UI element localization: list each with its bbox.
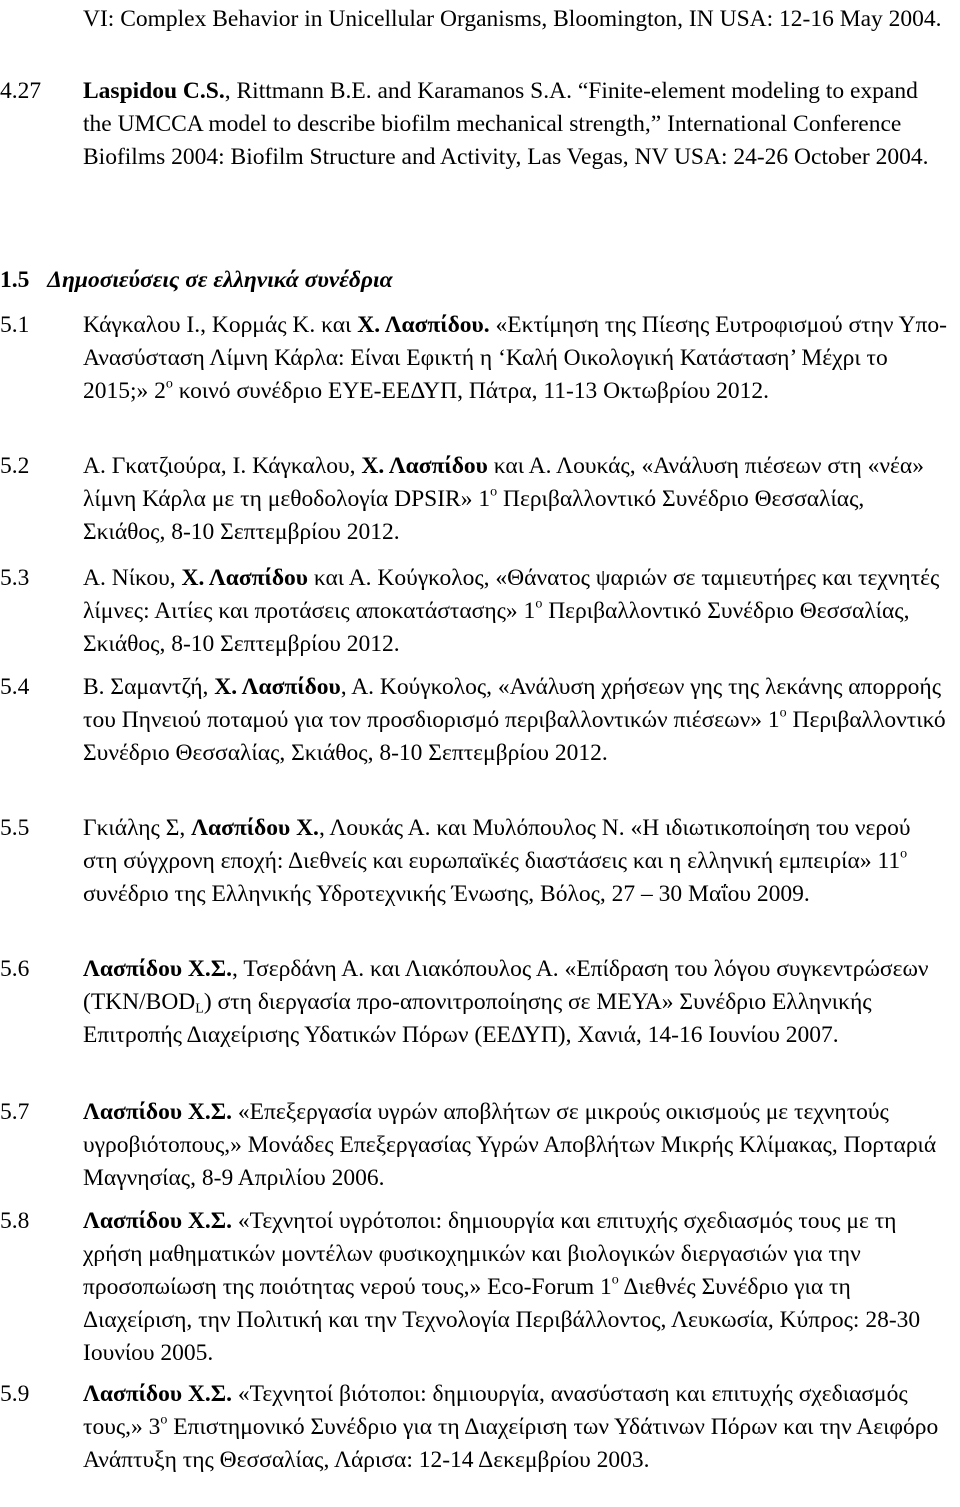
entry-5-5 [0,812,950,911]
entry-text-cont: Επιστημονικό Συνέδριο για τη Διαχείριση των Υδάτινων Πόρων και την Αειφόρο Ανάπτυξη της Θεσσαλίας, Λάρισα: 12-14 Δεκεμβρίου 2003. [83,1414,939,1473]
superscript: ο [611,1272,619,1288]
section-heading [0,264,393,297]
subscript: L [195,1001,204,1017]
entry-text-cont: Περιβαλλοντικό Συνέδριο Θεσσαλίας, Σκιάθος, 8-10 Σεπτεμβρίου 2012. [83,707,946,766]
entry-number: 5.3 [0,565,30,591]
entry-5-1 [0,309,950,408]
entry-highlight-author: Χ. Λασπίδου. [357,312,490,338]
entry-5-3 [0,562,950,661]
entry-text: «Εκτίμηση της Πίεσης Ευτροφισμού στην Υπο-Ανασύσταση Λίμνη Κάρλα: Είναι Εφικτή η ‘Καλή Οικολογική Κατάσταση’ Μέχρι το 2015;» 2 [83,312,947,404]
entry-5-2 [0,450,950,549]
entry-text-cont: συνέδριο της Ελληνικής Υδροτεχνικής Ένωσης, Βόλος, 27 – 30 Μαΐου 2009. [83,881,810,907]
entry-authors: Γκιάλης Σ, [83,815,192,841]
continuation-block [83,3,950,36]
entry-5-8 [0,1205,950,1370]
entry-text: «Επεξεργασία υγρών αποβλήτων σε μικρούς οικισμούς με τεχνητούς υγροβιότοπους,» Μονάδες Επεξεργασίας Υγρών Αποβλήτων Μικρής Κλίμακας, Πορταριά Μαγνησίας, 8-9 Απριλίου 2006. [83,1099,937,1191]
superscript: ο [165,376,173,392]
entry-text: “Finite-element modeling to expand the UMCCA model to describe biofilm mechanical strength,” International Conference Biofilms 2004: Biofilm Structure and Activity, Las Vegas, NV USA: 24-26 October 2004. [83,78,929,170]
entry-5-4 [0,671,950,770]
entry-text-cont: Διεθνές Συνέδριο για τη Διαχείριση, την Πολιτική και την Τεχνολογία Περιβάλλοντος, Λευκωσία, Κύπρος: 28-30 Ιουνίου 2005. [83,1274,921,1366]
continuation-text: VI: Complex Behavior in Unicellular Organisms, Bloomington, IN USA: 12-16 May 2004. [83,6,942,32]
entry-highlight-author: Λασπίδου Χ.Σ. [83,1208,233,1234]
superscript: ο [535,596,543,612]
entry-authors: Α. Νίκου, [83,565,182,591]
entry-number: 5.6 [0,956,30,982]
entry-number: 5.5 [0,815,30,841]
entry-text-cont: Περιβαλλοντικό Συνέδριο Θεσσαλίας, Σκιάθος, 8-10 Σεπτεμβρίου 2012. [83,486,865,545]
superscript: ο [900,846,908,862]
entry-number: 5.8 [0,1208,30,1234]
entry-authors: Κάγκαλου Ι., Κορμάς Κ. και [83,312,358,338]
entry-highlight-author: Λασπίδου Χ.Σ. [83,956,233,982]
superscript: ο [160,1412,168,1428]
entry-5-9 [0,1378,950,1477]
entry-highlight-author: Χ. Λασπίδου [214,674,341,700]
entry-text: , Α. Κούγκολος, «Ανάλυση χρήσεων γης της λεκάνης απορροής του Πηνειού ποταμού για τον προσδιορισμό περιβαλλοντικών πιέσεων» 1 [83,674,942,733]
superscript: ο [490,484,498,500]
entry-number: 5.4 [0,674,30,700]
entry-text: «Τεχνητοί υγρότοποι: δημιουργία και επιτυχής σχεδιασμός τους με τη χρήση μαθηματικών μοντέλων φυσικοχημικών και βιολογικών διεργασιών για την προσοπωίωση της ποιότητας νερού τους,» Eco-Forum 1 [83,1208,897,1300]
entry-highlight-author: Laspidou C.S. [83,78,225,104]
section-number: 1.5 [0,267,30,293]
entry-text-cont: κοινό συνέδριο ΕΥΕ-ΕΕΔΥΠ, Πάτρα, 11-13 Οκτωβρίου 2012. [172,378,770,404]
entry-highlight-author: Λασπίδου Χ.Σ. [83,1099,233,1125]
entry-4-27 [0,75,950,174]
entry-authors: , Rittmann B.E. and Karamanos S.A. [224,78,572,104]
entry-number: 4.27 [0,78,42,104]
entry-text-cont: Περιβαλλοντικό Συνέδριο Θεσσαλίας, Σκιάθος, 8-10 Σεπτεμβρίου 2012. [83,598,910,657]
entry-highlight-author: Λασπίδου Χ.Σ. [83,1381,233,1407]
entry-text: και Α. Κούγκολος, «Θάνατος ψαριών σε ταμιευτήρες και τεχνητές λίμνες: Αιτίες και προτάσεις αποκατάστασης» 1 [83,565,940,624]
section-title: Δημοσιεύσεις σε ελληνικά συνέδρια [47,267,393,293]
entry-authors: Β. Σαμαντζή, [83,674,215,700]
entry-text: , Λουκάς Α. και Μυλόπουλος Ν. «Η ιδιωτικοποίηση του νερού στη σύγχρονη εποχή: Διεθνείς και ευρωπαϊκές διαστάσεις και η ελληνική εμπειρία» 11 [83,815,911,874]
entry-text: , Τσερδάνη Α. και Λιακόπουλος Α. «Επίδραση του λόγου συγκεντρώσεων (TKN/BOD [83,956,929,1015]
entry-number: 5.9 [0,1381,30,1407]
entry-authors: Α. Γκατζιούρα, Ι. Κάγκαλου, [83,453,362,479]
entry-text: «Τεχνητοί βιότοποι: δημιουργία, ανασύσταση και επιτυχής σχεδιασμός τους,» 3 [83,1381,908,1440]
entry-5-7 [0,1096,950,1195]
entry-text-cont: ) στη διεργασία προ-απονιτροποίησης σε ΜΕΥΑ» Συνέδριο Ελληνικής Επιτροπής Διαχείρισης Υδατικών Πόρων (ΕΕΔΥΠ), Χανιά, 14-16 Ιουνίου 2007. [83,989,872,1048]
entry-number: 5.7 [0,1099,30,1125]
entry-number: 5.1 [0,312,30,338]
entry-5-6 [0,953,950,1052]
entry-highlight-author: Χ. Λασπίδου [181,565,308,591]
superscript: ο [779,705,787,721]
entry-text: και Α. Λουκάς, «Ανάλυση πιέσεων στη «νέα» λίμνη Κάρλα με τη μεθοδολογία DPSIR» 1 [83,453,924,512]
entry-highlight-author: Χ. Λασπίδου [361,453,488,479]
entry-highlight-author: Λασπίδου Χ. [191,815,319,841]
entry-number: 5.2 [0,453,30,479]
